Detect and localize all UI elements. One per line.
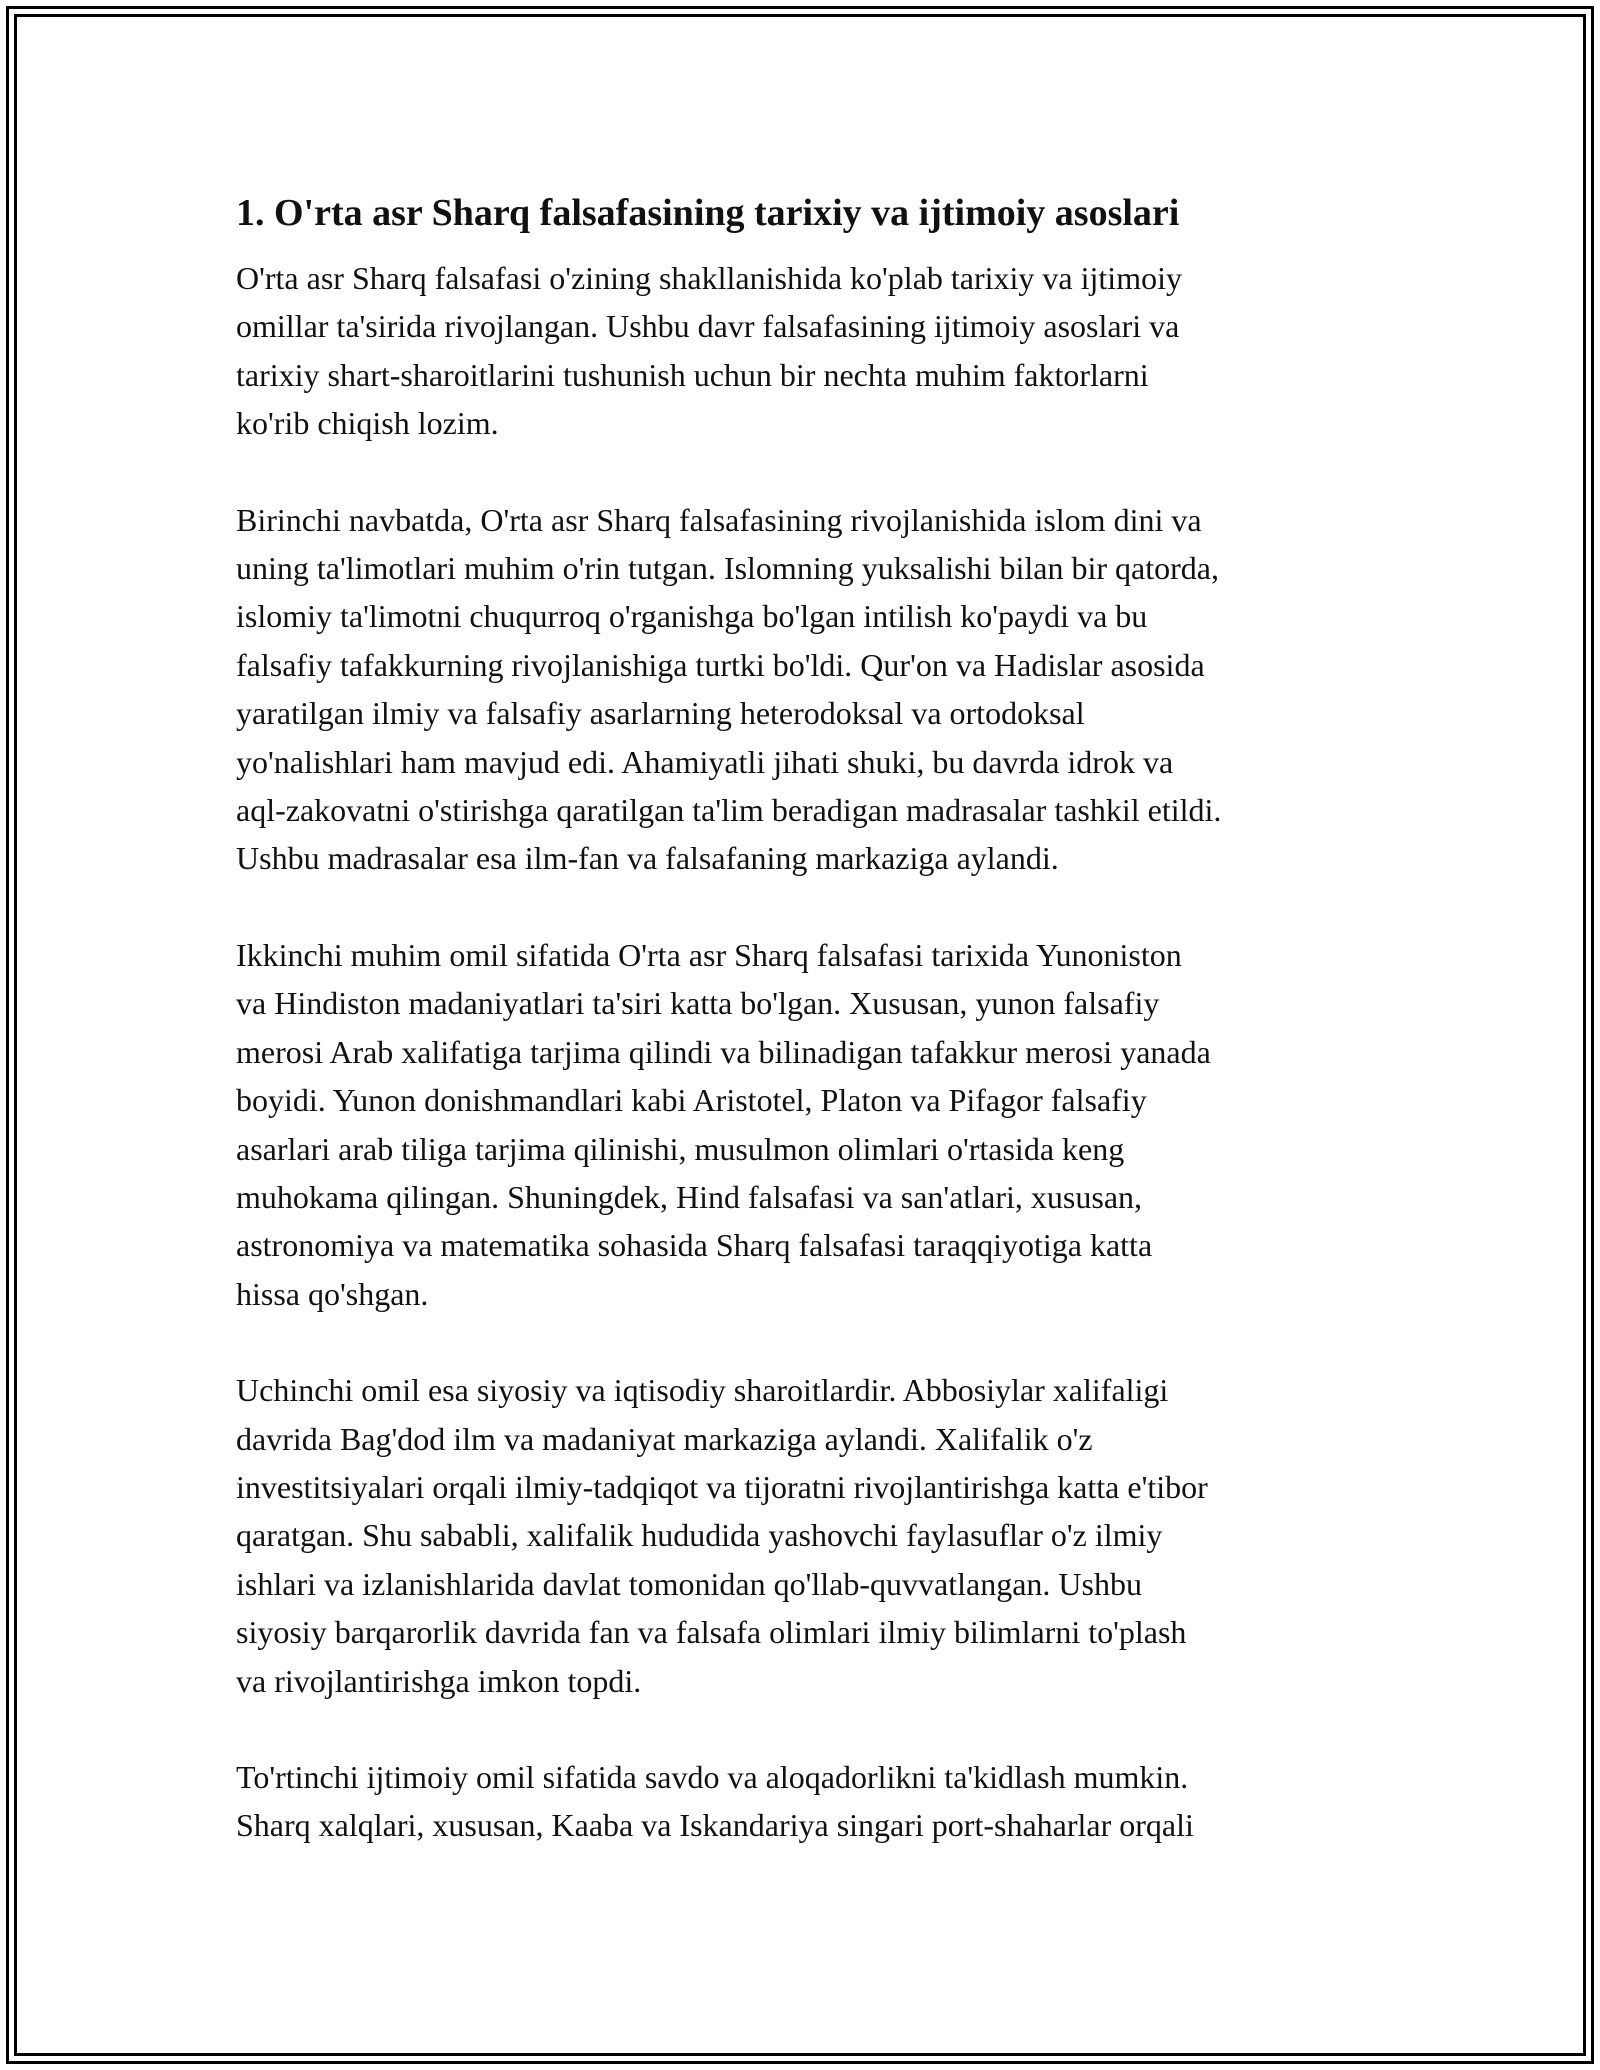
paragraph-second-factor (236, 931, 1366, 1318)
text-line: To'rtinchi ijtimoiy omil sifatida savdo va aloqadorlikni ta'kidlash mumkin. (236, 1758, 1189, 1795)
text-line: va Hindiston madaniyatlari ta'siri katta bo'lgan. Xususan, yunon falsafiy (236, 985, 1160, 1022)
text-line: Birinchi navbatda, O'rta asr Sharq falsafasining rivojlanishida islom dini va (236, 501, 1202, 538)
text-line: Ushbu madrasalar esa ilm-fan va falsafaning markaziga aylandi. (236, 840, 1059, 877)
text-line: davrida Bag'dod ilm va madaniyat markaziga aylandi. Xalifalik o'z (236, 1420, 1093, 1457)
text-line: investitsiyalari orqali ilmiy-tadqiqot va tijoratni rivojlantirishga katta e'tibor (236, 1468, 1208, 1505)
paragraph-first-factor (236, 496, 1366, 883)
text-line: boyidi. Yunon donishmandlari kabi Aristotel, Platon va Pifagor falsafiy (236, 1082, 1147, 1119)
text-line: uning ta'limotlari muhim o'rin tutgan. Islomning yuksalishi bilan bir qatorda, (236, 550, 1219, 587)
text-line: va rivojlantirishga imkon topdi. (236, 1662, 642, 1699)
text-line: O'rta asr Sharq falsafasi o'zining shakllanishida ko'plab tarixiy va ijtimoiy (236, 260, 1182, 296)
paragraph-third-factor (236, 1366, 1366, 1705)
text-line: omillar ta'sirida rivojlangan. Ushbu davr falsafasining ijtimoiy asoslari va (236, 308, 1180, 345)
text-line: Uchinchi omil esa siyosiy va iqtisodiy sharoitlardir. Abbosiylar xalifaligi (236, 1372, 1169, 1409)
text-line: ko'rib chiqish lozim. (236, 405, 499, 442)
text-line: yo'nalishlari ham mavjud edi. Ahamiyatli jihati shuki, bu davrda idrok va (236, 743, 1174, 780)
text-line: ishlari va izlanishlarida davlat tomonidan qo'llab-quvvatlangan. Ushbu (236, 1565, 1142, 1602)
text-line: aql-zakovatni o'stirishga qaratilgan ta'lim beradigan madrasalar tashkil etildi. (236, 792, 1222, 829)
text-line: Ikkinchi muhim omil sifatida O'rta asr Sharq falsafasi tarixida Yunoniston (236, 936, 1182, 973)
text-line: qaratgan. Shu sababli, xalifalik hududida yashovchi faylasuflar o'z ilmiy (236, 1517, 1163, 1554)
text-line: astronomiya va matematika sohasida Sharq falsafasi taraqqiyotiga katta (236, 1227, 1153, 1264)
text-line: hissa qo'shgan. (236, 1275, 429, 1312)
section-heading: 1. O'rta asr Sharq falsafasining tarixiy va ijtimoiy asoslari (236, 192, 1180, 234)
text-line: yaratilgan ilmiy va falsafiy asarlarning heterodoksal va ortodoksal (236, 695, 1085, 732)
text-line: asarlari arab tiliga tarjima qilinishi, musulmon olimlari o'rtasida keng (236, 1130, 1125, 1167)
text-line: islomiy ta'limotni chuqurroq o'rganishga bo'lgan intilish ko'paydi va bu (236, 598, 1148, 635)
paragraph-fourth-factor (236, 1753, 1366, 1850)
paragraph-intro (236, 254, 1366, 448)
text-line: falsafiy tafakkurning rivojlanishiga turtki bo'ldi. Qur'on va Hadislar asosida (236, 646, 1205, 683)
text-line: tarixiy shart-sharoitlarini tushunish uchun bir nechta muhim faktorlarni (236, 356, 1149, 393)
text-line: muhokama qilingan. Shuningdek, Hind falsafasi va san'atlari, xususan, (236, 1178, 1143, 1215)
text-line: merosi Arab xalifatiga tarjima qilindi va bilinadigan tafakkur merosi yanada (236, 1033, 1211, 1070)
text-line: siyosiy barqarorlik davrida fan va falsafa olimlari ilmiy bilimlarni to'plash (236, 1614, 1187, 1651)
document-body (236, 188, 1366, 1850)
text-line: Sharq xalqlari, xususan, Kaaba va Iskandariya singari port-shaharlar orqali (236, 1807, 1194, 1844)
